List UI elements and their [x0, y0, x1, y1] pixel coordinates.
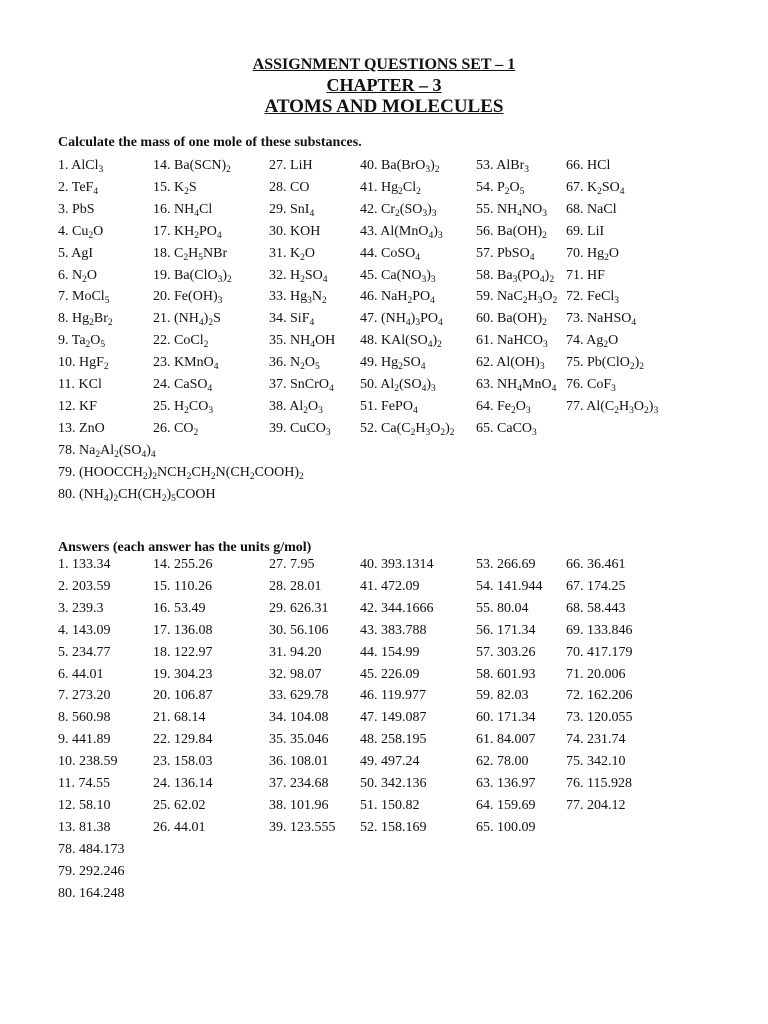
question-item: 30. KOH	[269, 223, 321, 239]
question-item: 25. $H_2CO_3$	[153, 398, 214, 416]
question-item: 1. AlCl$_3$	[58, 158, 104, 175]
question-item: 19. $Ba(ClO_3)_2$	[153, 267, 232, 285]
question-item: 75. $Pb(ClO_2)_2$	[566, 355, 644, 373]
question-item: 38. $Al_2O_3$	[269, 398, 323, 416]
answer-item: 48. 258.195	[360, 732, 427, 748]
answer-item: 61. 84.007	[476, 732, 536, 748]
answer-item-row	[58, 622, 758, 644]
answer-item: 24. 136.14	[153, 776, 213, 791]
answer-item: 14. 255.26	[153, 557, 213, 572]
question-item-row	[58, 310, 758, 332]
answer-item-row	[58, 731, 758, 753]
answer-item: 54. 141.944	[476, 578, 543, 594]
question-item: 51. FePO$_4$	[360, 398, 418, 416]
question-item: 7. MoCl$_5$	[58, 289, 110, 307]
question-item: 55. $NH_4NO_3$	[476, 201, 547, 219]
answer-item: 26. 44.01	[153, 819, 206, 835]
question-item: 70. $Hg_2O$	[566, 245, 619, 263]
answer-item: 10. 238.59	[58, 754, 118, 770]
question-item: 72. FeCl$_3$	[566, 289, 619, 307]
question-item: 67. $K_2SO_4$	[566, 179, 625, 197]
answer-item-row	[58, 578, 758, 600]
answer-item-row	[58, 753, 758, 775]
answer-item: 70. 417.179	[566, 644, 633, 660]
answer-item-row	[58, 841, 758, 863]
question-item-row	[58, 398, 758, 420]
answer-item: 76. 115.928	[566, 776, 632, 791]
question-item: 23. KMnO$_4$	[153, 355, 219, 373]
question-item: 69. LiI	[566, 223, 605, 239]
answer-item: 39. 123.555	[269, 819, 336, 835]
answer-item-row	[58, 797, 758, 819]
question-item: 41. $Hg_2Cl_2$	[360, 179, 421, 197]
question-item: 3. PbS	[58, 201, 95, 217]
answer-item: 56. 171.34	[476, 622, 536, 638]
answer-item: 2. 203.59	[58, 578, 111, 594]
answer-item: 57. 303.26	[476, 644, 536, 660]
question-item: 5. AgI	[58, 245, 94, 261]
assignment-set-title: ASSIGNMENT QUESTIONS SET – 1	[252, 56, 516, 73]
answer-item: 58. 601.93	[476, 666, 536, 682]
answer-item: 19. 304.23	[153, 666, 213, 682]
question-item-row	[58, 486, 758, 508]
answer-item: 44. 154.99	[360, 644, 420, 660]
answer-item: 17. 136.08	[153, 622, 213, 638]
answer-item: 63. 136.97	[476, 776, 536, 791]
answer-item-row	[58, 644, 758, 666]
question-item: 59. $NaC_2H_3O_2$	[476, 289, 558, 307]
question-item: 58. $Ba_3(PO_4)_2$	[476, 267, 555, 285]
question-item: 52. $Ca(C_2H_3O_2)_2$	[360, 420, 455, 438]
answer-item: 66. 36.461	[566, 557, 626, 572]
question-item-row	[58, 179, 758, 201]
answer-item-row	[58, 775, 758, 797]
answer-item-row	[58, 863, 758, 885]
question-item: 64. $Fe_2O_3$	[476, 398, 531, 416]
answer-item: 52. 158.169	[360, 819, 427, 835]
question-item: 21. $(NH_4)_2S$	[153, 311, 221, 329]
answer-item: 33. 629.78	[269, 688, 329, 704]
question-item-row	[58, 442, 758, 464]
answer-item: 42. 344.1666	[360, 600, 434, 616]
question-item: 27. LiH	[269, 158, 313, 173]
question-item: 11. KCl	[58, 377, 102, 392]
question-item: 15. $K_2S$	[153, 179, 197, 197]
question-item: 68. NaCl	[566, 201, 617, 217]
answer-item-row	[58, 687, 758, 709]
question-item: 28. CO	[269, 179, 310, 195]
answer-item: 4. 143.09	[58, 622, 111, 638]
answer-item-row	[58, 885, 758, 907]
question-item-row	[58, 376, 758, 398]
answer-item: 25. 62.02	[153, 797, 206, 813]
answer-item: 8. 560.98	[58, 710, 111, 726]
questions-instruction: Calculate the mass of one mole of these substances.	[58, 135, 362, 150]
answer-item: 11. 74.55	[58, 776, 110, 791]
answer-item-row	[58, 819, 758, 841]
answer-item: 47. 149.087	[360, 710, 427, 726]
answer-item: 50. 342.136	[360, 776, 427, 791]
question-item: 43. $Al(MnO_4)_3$	[360, 223, 443, 241]
answer-item: 38. 101.96	[269, 797, 329, 813]
answer-item: 75. 342.10	[566, 754, 626, 770]
answer-item: 22. 129.84	[153, 732, 213, 748]
question-item: 6. $N_2O$	[58, 267, 97, 285]
question-item: 74. $Ag_2O$	[566, 333, 619, 351]
answer-item: 21. 68.14	[153, 710, 206, 726]
question-item: 13. ZnO	[58, 420, 105, 436]
question-item: 32. $H_2SO_4$	[269, 267, 328, 285]
answer-item: 9. 441.89	[58, 732, 111, 748]
answer-item: 18. 122.97	[153, 644, 213, 660]
question-item: 61. NaHCO$_3$	[476, 333, 548, 351]
answer-item: 6. 44.01	[58, 666, 104, 682]
question-item: 18. $C_2H_5NBr$	[153, 245, 228, 263]
question-item: 39. CuCO$_3$	[269, 420, 331, 438]
question-item-row	[58, 245, 758, 267]
question-item-row	[58, 464, 758, 486]
question-item-row	[58, 288, 758, 310]
question-item: 2. TeF$_4$	[58, 179, 99, 197]
answer-item: 7. 273.20	[58, 688, 111, 704]
answer-item: 30. 56.106	[269, 622, 329, 638]
question-item: 40. $Ba(BrO_3)_2$	[360, 158, 440, 175]
answer-item: 67. 174.25	[566, 578, 626, 594]
answer-item: 77. 204.12	[566, 797, 626, 813]
question-item: 10. HgF$_2$	[58, 355, 109, 373]
answer-item: 40. 393.1314	[360, 557, 434, 572]
question-item: 65. CaCO$_3$	[476, 420, 537, 438]
answer-item: 80. 164.248	[58, 885, 125, 901]
answer-item: 62. 78.00	[476, 754, 529, 770]
answer-item: 65. 100.09	[476, 819, 536, 835]
question-item: 66. HCl	[566, 158, 611, 173]
answer-item: 28. 28.01	[269, 578, 322, 594]
answer-item: 43. 383.788	[360, 622, 427, 638]
answer-item: 27. 7.95	[269, 557, 315, 572]
answer-item: 53. 266.69	[476, 557, 536, 572]
answer-item: 41. 472.09	[360, 578, 420, 594]
answer-item: 1. 133.34	[58, 557, 111, 572]
answer-item: 32. 98.07	[269, 666, 322, 682]
answer-item: 79. 292.246	[58, 863, 125, 879]
question-item: 62. $Al(OH)_3$	[476, 355, 545, 373]
question-item: 37. SnCrO$_4$	[269, 377, 334, 394]
question-item: 29. SnI$_4$	[269, 201, 315, 219]
answer-item: 71. 20.006	[566, 666, 626, 682]
answer-item-row	[58, 666, 758, 688]
answer-item: 46. 119.977	[360, 688, 426, 704]
question-item: 8. $Hg_2Br_2$	[58, 311, 113, 329]
answer-item: 68. 58.443	[566, 600, 626, 616]
answer-item: 73. 120.055	[566, 710, 633, 726]
answer-item-row	[58, 556, 758, 578]
answer-item: 15. 110.26	[153, 578, 212, 594]
answer-item: 35. 35.046	[269, 732, 329, 748]
question-item: 78. $Na_2Al_2(SO_4)_4$	[58, 442, 156, 460]
question-item: 36. $N_2O_5$	[269, 355, 320, 373]
question-item: 57. PbSO$_4$	[476, 245, 535, 263]
answer-item: 31. 94.20	[269, 644, 322, 660]
question-item: 63. $NH_4MnO_4$	[476, 377, 557, 394]
question-item: 44. CoSO$_4$	[360, 245, 421, 263]
question-item: 14. $Ba(SCN)_2$	[153, 158, 231, 175]
answer-item: 23. 158.03	[153, 754, 213, 770]
question-item: 47. $(NH_4)_3PO_4$	[360, 311, 443, 329]
question-item: 60. $Ba(OH)_2$	[476, 311, 547, 329]
question-item: 77. $Al(C_2H_3O_2)_3$	[566, 398, 659, 416]
question-item: 50. $Al_2(SO_4)_3$	[360, 377, 436, 394]
question-item: 24. CaSO$_4$	[153, 377, 213, 394]
answer-item: 36. 108.01	[269, 754, 329, 770]
question-item: 26. $CO_2$	[153, 420, 199, 438]
chapter-title: CHAPTER – 3	[326, 75, 442, 95]
question-item: 9. $Ta_2O_5$	[58, 333, 106, 351]
question-item: 79. $(HOOCCH_2)_2NCH_2CH_2N(CH_2COOH)_2$	[58, 464, 304, 482]
question-item: 73. NaHSO$_4$	[566, 311, 637, 329]
question-item: 34. SiF$_4$	[269, 311, 315, 329]
answer-item: 60. 171.34	[476, 710, 536, 726]
question-item: 45. $Ca(NO_3)_3$	[360, 267, 436, 285]
question-item: 46. $NaH_2PO_4$	[360, 289, 435, 307]
question-item: 49. $Hg_2SO_4$	[360, 355, 426, 373]
question-item-row	[58, 420, 758, 442]
answer-item-row	[58, 709, 758, 731]
question-item-row	[58, 332, 758, 354]
answer-item: 59. 82.03	[476, 688, 529, 704]
topic-title: ATOMS AND MOLECULES	[264, 96, 504, 117]
question-item: 48. $KAl(SO_4)_2$	[360, 333, 442, 351]
answer-item: 74. 231.74	[566, 732, 626, 748]
answer-item: 45. 226.09	[360, 666, 420, 682]
answer-item: 29. 626.31	[269, 600, 329, 616]
answer-item: 69. 133.846	[566, 622, 633, 638]
question-item: 22. CoCl$_2$	[153, 333, 209, 351]
question-item: 4. $Cu_2O$	[58, 223, 104, 241]
question-item: 71. HF	[566, 267, 605, 283]
answer-item: 16. 53.49	[153, 600, 206, 616]
question-item: 17. $KH_2PO_4$	[153, 223, 222, 241]
question-item-row	[58, 201, 758, 223]
question-item: 12. KF	[58, 398, 97, 414]
question-item-row	[58, 157, 758, 179]
answer-item: 49. 497.24	[360, 754, 420, 770]
answer-item: 78. 484.173	[58, 841, 125, 857]
question-item: 20. $Fe(OH)_3$	[153, 289, 223, 307]
answer-item: 55. 80.04	[476, 600, 529, 616]
question-item: 76. CoF$_3$	[566, 377, 616, 394]
answer-item-row	[58, 600, 758, 622]
question-item: 33. $Hg_3N_2$	[269, 289, 327, 307]
question-item-row	[58, 267, 758, 289]
answers-instruction: Answers (each answer has the units g/mol)	[58, 540, 312, 555]
answer-item: 34. 104.08	[269, 710, 329, 726]
question-item: 31. $K_2O$	[269, 245, 315, 263]
question-item: 42. $Cr_2(SO_3)_3$	[360, 201, 437, 219]
answer-item: 5. 234.77	[58, 644, 111, 660]
question-item: 53. AlBr$_3$	[476, 158, 530, 175]
question-item: 16. $NH_4Cl$	[153, 201, 213, 219]
question-item: 56. $Ba(OH)_2$	[476, 223, 547, 241]
question-item-row	[58, 354, 758, 376]
question-item: 54. $P_2O_5$	[476, 179, 525, 197]
question-item: 80. $(NH_4)_2CH(CH_2)_5COOH$	[58, 486, 216, 504]
question-item-row	[58, 223, 758, 245]
answer-item: 37. 234.68	[269, 776, 329, 791]
answer-item: 20. 106.87	[153, 688, 213, 704]
answer-item: 51. 150.82	[360, 797, 420, 813]
answer-item: 12. 58.10	[58, 797, 111, 813]
answer-item: 64. 159.69	[476, 797, 536, 813]
answer-item: 13. 81.38	[58, 819, 111, 835]
answer-item: 72. 162.206	[566, 688, 633, 704]
answer-item: 3. 239.3	[58, 600, 104, 616]
question-item: 35. $NH_4OH$	[269, 333, 336, 351]
